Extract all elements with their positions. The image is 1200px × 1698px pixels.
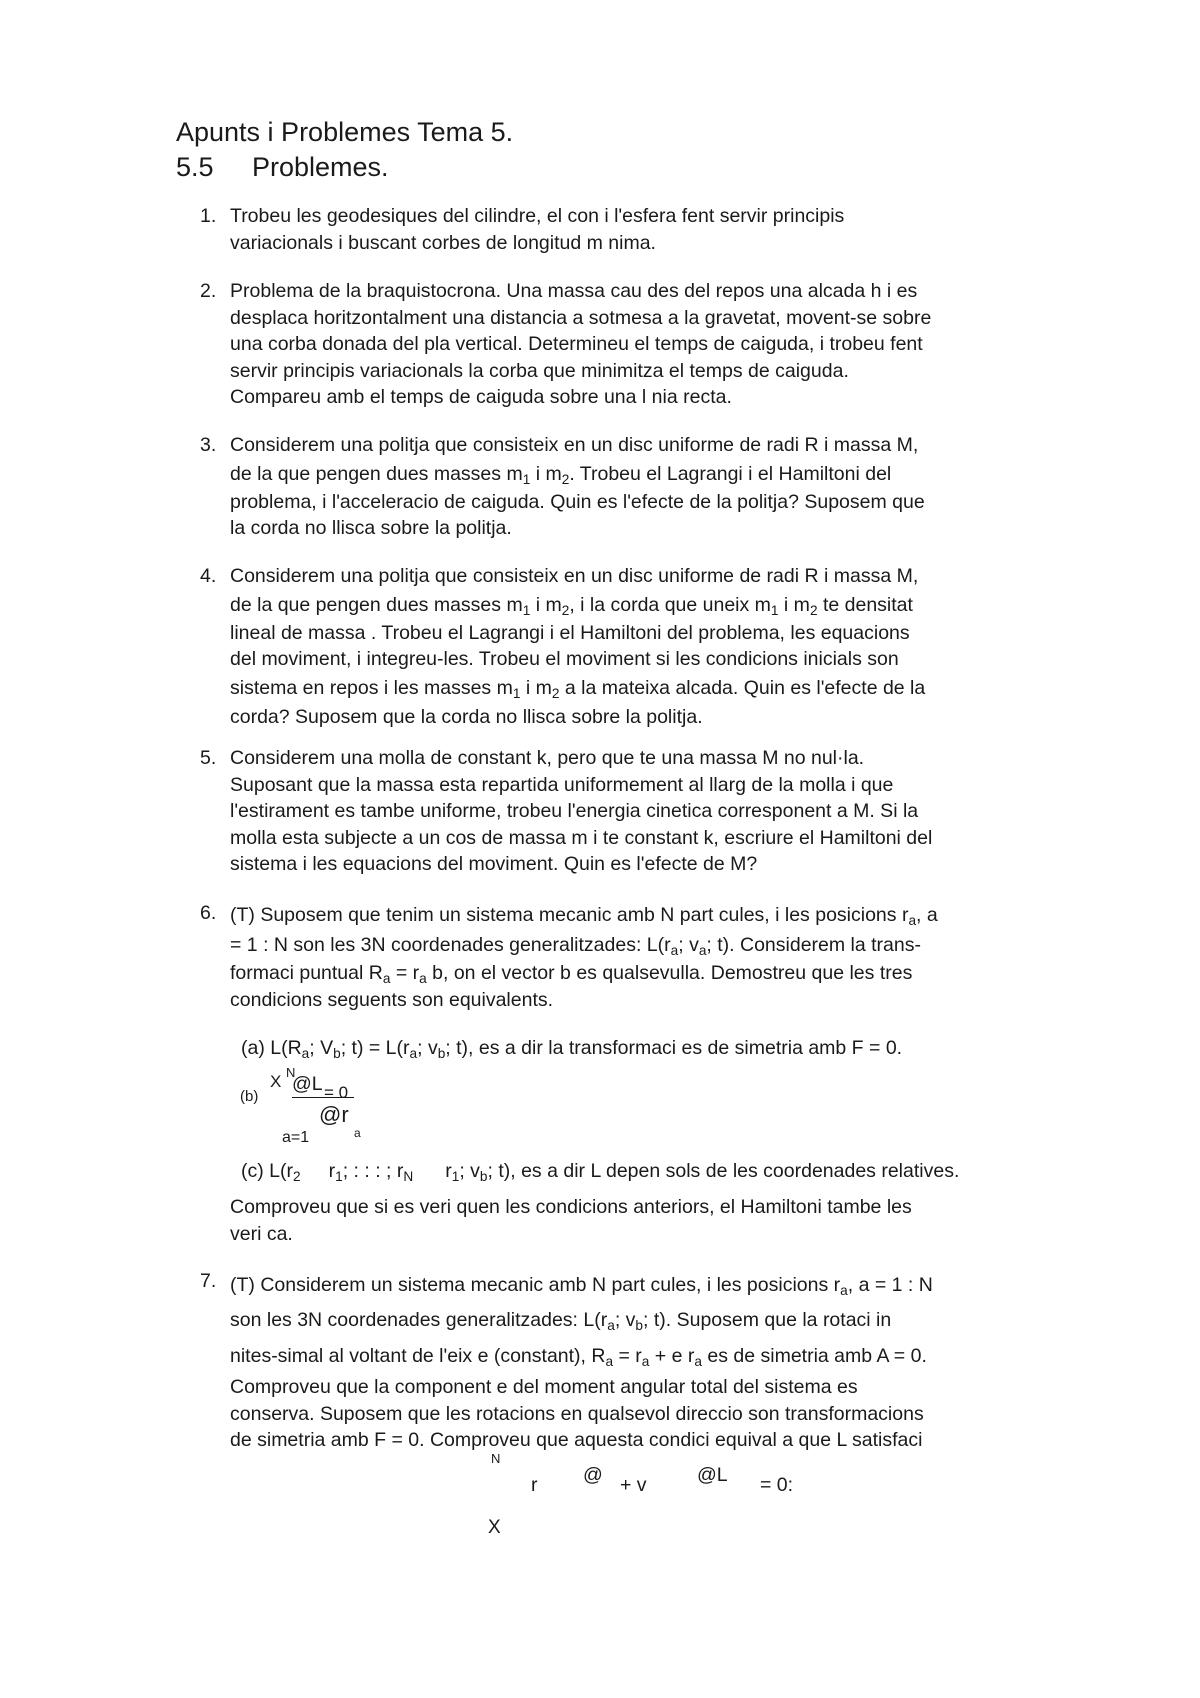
problem-line: molla esta subjecte a un cos de massa m i te constant k, escriure el Hamiltoni del [230, 826, 933, 849]
problem-line: (T) Considerem un sistema mecanic amb N part cules, i les posicions $r_a$, a = 1 : N [230, 1274, 933, 1298]
sum-symbol: X [270, 1072, 282, 1091]
problem-line: la corda no llisca sobre la politja. [230, 517, 512, 539]
problem-line: de la que pengen dues masses $m_1$ i $m_2$, i la corda que uneix $m_1$ i $m_2$ te densitat [230, 593, 913, 618]
problem-line: Considerem una politja que consisteix en un disc uniforme de radi R i massa M, [230, 565, 919, 587]
problem-line: de la que pengen dues masses $m_1$ i $m_2$. Trobeu el Lagrangi i el Hamiltoni del [230, 462, 892, 487]
formula-plus-v: + v [620, 1474, 647, 1496]
condition-b-label: (b) [240, 1088, 259, 1105]
problem-number: 1. [200, 205, 217, 227]
problem-line: problema, i l'acceleracio de caiguda. Quin es l'efecte de la politja? Suposem que [230, 490, 925, 513]
problem-line: Trobeu les geodesiques del cilindre, el con i l'esfera fent servir principis [230, 205, 845, 227]
fraction-bar [292, 1097, 354, 1098]
section-number: 5.5 [176, 152, 214, 182]
condition-a: (a) $L(R_a$; $V_b$; $t) = L(r_a$; $v_b$; t), es a dir la transformaci es de simetria amb F = 0. [241, 1037, 903, 1061]
problem-line: una corba donada del pla vertical. Determineu el temps de caiguda, i trobeu fent [230, 333, 923, 355]
problem-number: 2. [200, 280, 217, 302]
equals-zero: = 0 [324, 1083, 349, 1102]
problem-line: (T) Suposem que tenim un sistema mecanic amb N part cules, i les posicions $r_a$, a [230, 904, 938, 928]
document-title: Apunts i Problemes Tema 5. [176, 117, 514, 147]
problem-line: nites-simal al voltant de l'eix e (constant), $R_a = r_a + e$ $r_a$ es de simetria amb A = 0. [230, 1345, 927, 1369]
problem-1 [200, 203, 1045, 256]
problem-line: corda? Suposem que la corda no llisca sobre la politja. [230, 705, 703, 728]
problem-line: lineal de massa . Trobeu el Lagrangi i el Hamiltoni del problema, les equacions [230, 621, 910, 644]
problem-line: Comproveu que si es veri quen les condicions anteriors, el Hamiltoni tambe les [230, 1196, 912, 1218]
fraction-numerator: @L [292, 1073, 323, 1095]
problem-line: son les 3N coordenades generalitzades: $L(r_a$; $v_b$; t). Suposem que la rotaci in [230, 1309, 892, 1333]
problem-line: sistema i les equacions del moviment. Quin es l'efecte de M? [230, 853, 758, 875]
problem-line: servir principis variacionals la corba que minimitza el temps de caiguda. [230, 359, 849, 382]
problem-line: veri ca. [230, 1222, 293, 1245]
problem-7 [200, 1268, 1045, 1454]
condition-c: (c) $L(r_2$ $r_1$; : : : ; $r_N$ $r_1$; $v_b$; t), es a dir L depen sols de les coordenades relatives. [241, 1160, 960, 1184]
formula-upper-limit: N [491, 1451, 501, 1466]
problem-line: del moviment, i integreu-les. Trobeu el moviment si les condicions inicials son [230, 648, 899, 670]
problem-3 [200, 432, 1045, 542]
problem-line: sistema en repos i les masses $m_1$ i $m_2$ a la mateixa alcada. Quin es l'efecte de la [230, 676, 926, 701]
problem-line: de simetria amb F = 0. Comproveu que aquesta condici equival a que L satisfaci [230, 1429, 923, 1451]
problem-number: 6. [200, 902, 217, 924]
formula-partial-l: @L [697, 1464, 728, 1486]
problem-4 [200, 563, 1045, 730]
problem-line: Suposant que la massa esta repartida uniformement al llarg de la molla i que [230, 773, 894, 796]
problem-6 [200, 900, 1045, 1014]
problem-line: variacionals i buscant corbes de longitud m nima. [230, 231, 656, 254]
problem-line: l'estirament es tambe uniforme, trobeu l'energia cinetica corresponent a M. Si la [230, 800, 919, 822]
problem-5 [200, 745, 1045, 878]
section-title: Problemes. [252, 152, 389, 182]
formula-r: r [531, 1474, 538, 1496]
sum-upper-limit: N [286, 1065, 296, 1080]
problem-line: Compareu amb el temps de caiguda sobre una l nia recta. [230, 386, 732, 408]
problem-line: desplaca horitzontalment una distancia a sotmesa a la gravetat, movent-se sobre [230, 306, 932, 329]
problem-line: formaci puntual $R_a = r_a$ b, on el vector b es qualsevulla. Demostreu que les tres [230, 962, 913, 986]
problem-line: Problema de la braquistocrona. Una massa cau des del repos una alcada h i es [230, 280, 918, 302]
problem-line: conserva. Suposem que les rotacions en qualsevol direccio son transformacions [230, 1402, 924, 1425]
formula-sum-symbol: X [488, 1517, 501, 1538]
problem-2 [200, 278, 1045, 411]
problem-line: = 1 : N son les 3N coordenades generalitzades: $L(r_a$; $v_a$; t). Considerem la trans- [230, 934, 921, 958]
problem-line: condicions seguents son equivalents. [230, 989, 554, 1011]
fraction-denominator: @r [319, 1102, 349, 1127]
formula-equals-zero: = 0: [760, 1474, 794, 1496]
problem-number: 3. [200, 434, 217, 456]
problem-line: Comproveu que la component e del moment angular total del sistema es [230, 1376, 858, 1398]
section-heading [176, 151, 389, 183]
problem-number: 5. [200, 747, 217, 769]
problem-line: Considerem una molla de constant k, pero que te una massa M no nul·la. [230, 747, 865, 769]
problem-6-closing [200, 1194, 1045, 1247]
problem-line: Considerem una politja que consisteix en un disc uniforme de radi R i massa M, [230, 434, 919, 456]
problem-number: 7. [200, 1270, 217, 1292]
fraction-denominator-subscript: a [354, 1126, 361, 1140]
problem-number: 4. [200, 565, 217, 587]
formula-partial: @ [583, 1464, 603, 1486]
sum-lower-limit: a=1 [282, 1129, 310, 1146]
